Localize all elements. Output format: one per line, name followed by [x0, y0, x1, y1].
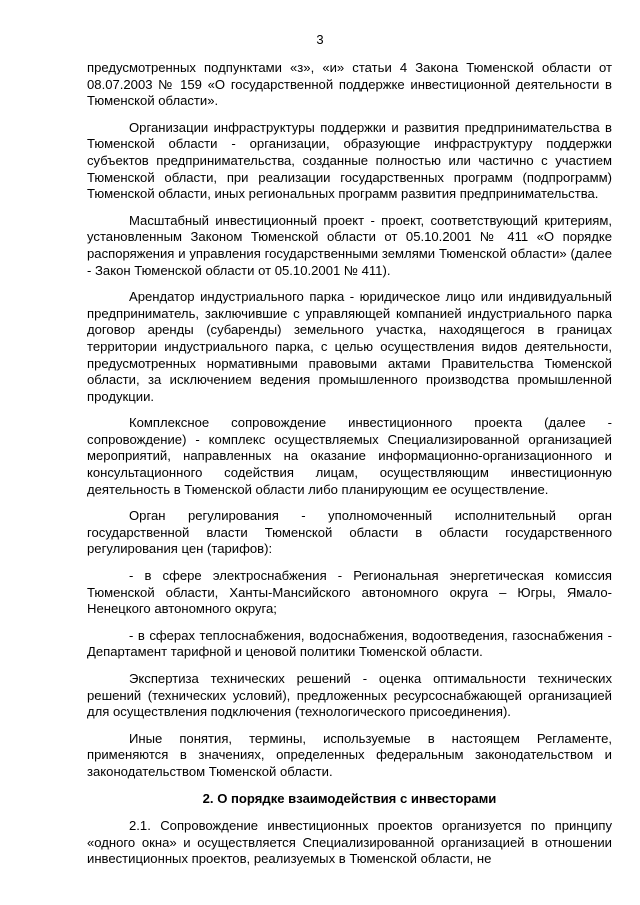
- document-body: [87, 60, 612, 878]
- paragraph-continuation: предусмотренных подпунктами «з», «и» статьи 4 Закона Тюменской области от 08.07.2003 № 159 «О государственной поддержке инвестиционной деятельности в Тюменской области».: [87, 60, 612, 109]
- paragraph-other-terms: Иные понятия, термины, используемые в настоящем Регламенте, применяются в значениях, определенных федеральным законодательством и законодательством Тюменской области.: [87, 730, 612, 779]
- paragraph-heat-water-regulator: - в сферах теплоснабжения, водоснабжения, водоотведения, газоснабжения - Департамент тарифной и ценовой политики Тюменской области.: [87, 627, 612, 660]
- paragraph-infrastructure-definition: Организации инфраструктуры поддержки и развития предпринимательства в Тюменской области - организации, образующие инфраструктуру поддержки субъектов предпринимательства, созданные полностью или частично с участием Тюменской области, при реализации государственных программ (подпрограмм) Тюменской области, иных региональных программ развития предпринимательства.: [87, 119, 612, 202]
- paragraph-tenant-definition: Арендатор индустриального парка - юридическое лицо или индивидуальный предприниматель, заключившие с управляющей компанией индустриального парка договор аренды (субаренды) земельного участка, находящегося в границах территории индустриального парка, с целью осуществления видов деятельности, предусмотренных нормативными правовыми актами Правительства Тюменской области, за исключением ведения промышленного производства промышленной продукции.: [87, 289, 612, 404]
- paragraph-support-definition: Комплексное сопровождение инвестиционного проекта (далее - сопровождение) - комплекс осуществляемых Специализированной организацией мероприятий, направленных на оказание информационно-организационного и консультационного содействия лицам, осуществляющим инвестиционную деятельность в Тюменской области либо планирующим ее осуществление.: [87, 415, 612, 497]
- paragraph-regulator-definition: Орган регулирования - уполномоченный исполнительный орган государственной власти Тюменской области в области государственного регулирования цен (тарифов):: [87, 508, 612, 557]
- paragraph-electricity-regulator: - в сфере электроснабжения - Региональная энергетическая комиссия Тюменской области, Ханты-Мансийского автономного округа – Югры, Ямало-Ненецкого автономного округа;: [87, 568, 612, 617]
- paragraph-section-2-1: 2.1. Сопровождение инвестиционных проектов организуется по принципу «одного окна» и осуществляется Специализированной организацией в отношении инвестиционных проектов, реализуемых в Тюменской области, не: [87, 818, 612, 867]
- paragraph-large-project-definition: Масштабный инвестиционный проект - проект, соответствующий критериям, установленным Законом Тюменской области от 05.10.2001 № 411 «О порядке распоряжения и управления государственными землями Тюменской области» (далее - Закон Тюменской области от 05.10.2001 № 411).: [87, 212, 612, 278]
- section-heading: 2. О порядке взаимодействия с инвесторами: [202, 790, 497, 806]
- paragraph-technical-expertise-definition: Экспертиза технических решений - оценка оптимальности технических решений (технических условий), предложенных ресурсоснабжающей организацией для осуществления подключения (технологического присоединения).: [87, 671, 612, 720]
- page-number: 3: [316, 32, 324, 47]
